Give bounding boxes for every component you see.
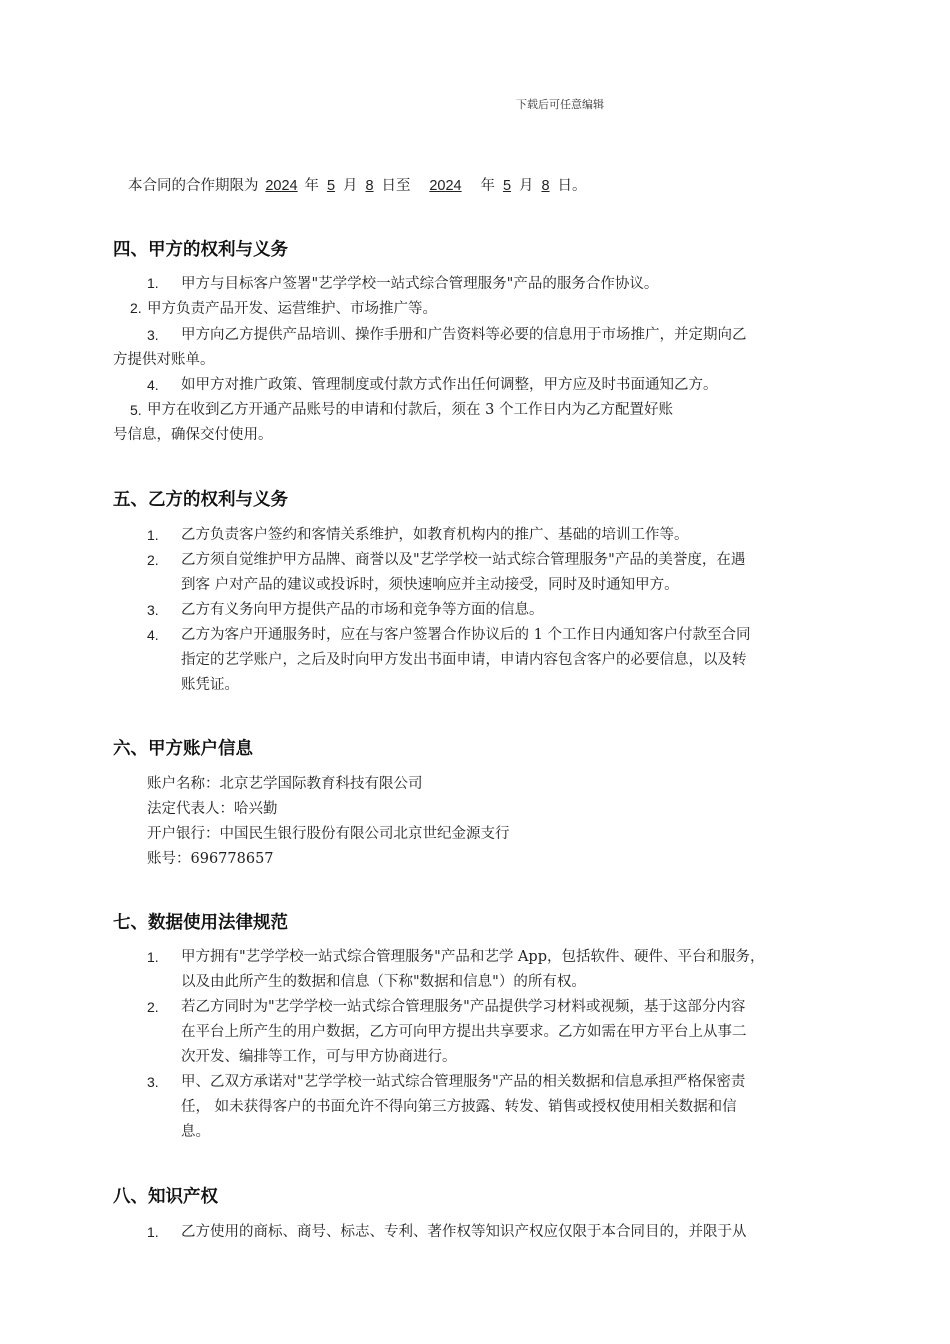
item-text: 甲方拥有"艺学学校一站式综合管理服务"产品和艺学 App，包括软件、硬件、平台和服务， xyxy=(181,949,765,965)
end-year: 2024 xyxy=(429,178,462,194)
section-heading: 六、甲方账户信息 xyxy=(113,739,253,759)
item-text: 以及由此所产生的数据和信息（下称"数据和信息"）的所有权。 xyxy=(181,974,586,990)
term-line xyxy=(128,174,587,198)
day-label: 日。 xyxy=(557,178,587,194)
bank-name: 开户银行：中国民生银行股份有限公司北京世纪金源支行 xyxy=(147,826,510,842)
item-text: 方提供对账单。 xyxy=(113,352,215,368)
item-text: 乙方为客户开通服务时，应在与客户签署合作协议后的 1 个工作日内通知客户付款至合同 xyxy=(181,627,751,643)
section-heading: 八、知识产权 xyxy=(113,1187,218,1207)
item-text: 甲方与目标客户签署"艺学学校一站式综合管理服务"产品的服务合作协议。 xyxy=(181,276,659,292)
item-number: 5. xyxy=(130,402,142,418)
item-number: 1. xyxy=(147,275,159,291)
item-text: 息。 xyxy=(181,1124,210,1140)
section-heading: 五、乙方的权利与义务 xyxy=(113,490,288,510)
item-text: 乙方有义务向甲方提供产品的市场和竞争等方面的信息。 xyxy=(181,602,544,618)
item-text: 次开发、编排等工作，可与甲方协商进行。 xyxy=(181,1049,457,1065)
item-number: 3. xyxy=(147,1074,159,1090)
item-number: 1. xyxy=(147,527,159,543)
end-day: 8 xyxy=(541,178,550,194)
item-text: 甲、乙双方承诺对"艺学学校一站式综合管理服务"产品的相关数据和信息承担严格保密责 xyxy=(181,1074,746,1090)
item-number: 2. xyxy=(130,300,142,316)
account-number: 账号：696778657 xyxy=(147,851,274,867)
month-label: 月 xyxy=(519,178,534,194)
item-text: 到客 户对产品的建议或投诉时，须快速响应并主动接受，同时及时通知甲方。 xyxy=(181,577,679,593)
year-label: 年 xyxy=(480,178,495,194)
item-text: 账凭证。 xyxy=(181,677,239,693)
year-label: 年 xyxy=(304,178,319,194)
account-name: 账户名称：北京艺学国际教育科技有限公司 xyxy=(147,776,423,792)
item-text: 指定的艺学账户，之后及时向甲方发出书面申请，申请内容包含客户的必要信息，以及转 xyxy=(181,652,747,668)
end-month: 5 xyxy=(502,178,512,194)
section-heading: 四、甲方的权利与义务 xyxy=(113,240,288,260)
legal-representative: 法定代表人：哈兴勤 xyxy=(147,801,278,817)
item-number: 4. xyxy=(147,627,159,643)
day-label: 日至 xyxy=(381,178,411,194)
month-label: 月 xyxy=(343,178,358,194)
item-number: 2. xyxy=(147,999,159,1015)
start-year: 2024 xyxy=(265,178,298,194)
section-heading: 七、数据使用法律规范 xyxy=(113,913,288,933)
start-month: 5 xyxy=(326,178,336,194)
item-text: 乙方负责客户签约和客情关系维护，如教育机构内的推广、基础的培训工作等。 xyxy=(181,527,689,543)
item-number: 4. xyxy=(147,377,159,393)
item-text: 甲方向乙方提供产品培训、操作手册和广告资料等必要的信息用于市场推广，并定期向乙 xyxy=(181,327,747,343)
item-text: 如甲方对推广政策、管理制度或付款方式作出任何调整，甲方应及时书面通知乙方。 xyxy=(181,377,718,393)
item-text: 在平台上所产生的用户数据，乙方可向甲方提出共享要求。乙方如需在甲方平台上从事二 xyxy=(181,1024,747,1040)
item-number: 3. xyxy=(147,602,159,618)
item-text: 任， 如未获得客户的书面允许不得向第三方披露、转发、销售或授权使用相关数据和信 xyxy=(181,1099,737,1115)
item-text: 乙方须自觉维护甲方品牌、商誉以及"艺学学校一站式综合管理服务"产品的美誉度，在遇 xyxy=(181,552,746,568)
header-note: 下载后可任意编辑 xyxy=(516,98,604,111)
item-text: 乙方使用的商标、商号、标志、专利、著作权等知识产权应仅限于本合同目的，并限于从 xyxy=(181,1224,747,1240)
item-text: 甲方在收到乙方开通产品账号的申请和付款后，须在 3 个工作日内为乙方配置好账 xyxy=(147,402,673,418)
item-text: 号信息，确保交付使用。 xyxy=(113,427,273,443)
item-number: 2. xyxy=(147,552,159,568)
term-prefix: 本合同的合作期限为 xyxy=(128,178,259,194)
item-number: 1. xyxy=(147,1224,159,1240)
start-day: 8 xyxy=(365,178,374,194)
item-number: 3. xyxy=(147,327,159,343)
item-number: 1. xyxy=(147,949,159,965)
item-text: 甲方负责产品开发、运营维护、市场推广等。 xyxy=(147,301,437,317)
item-text: 若乙方同时为"艺学学校一站式综合管理服务"产品提供学习材料或视频，基于这部分内容 xyxy=(181,999,746,1015)
